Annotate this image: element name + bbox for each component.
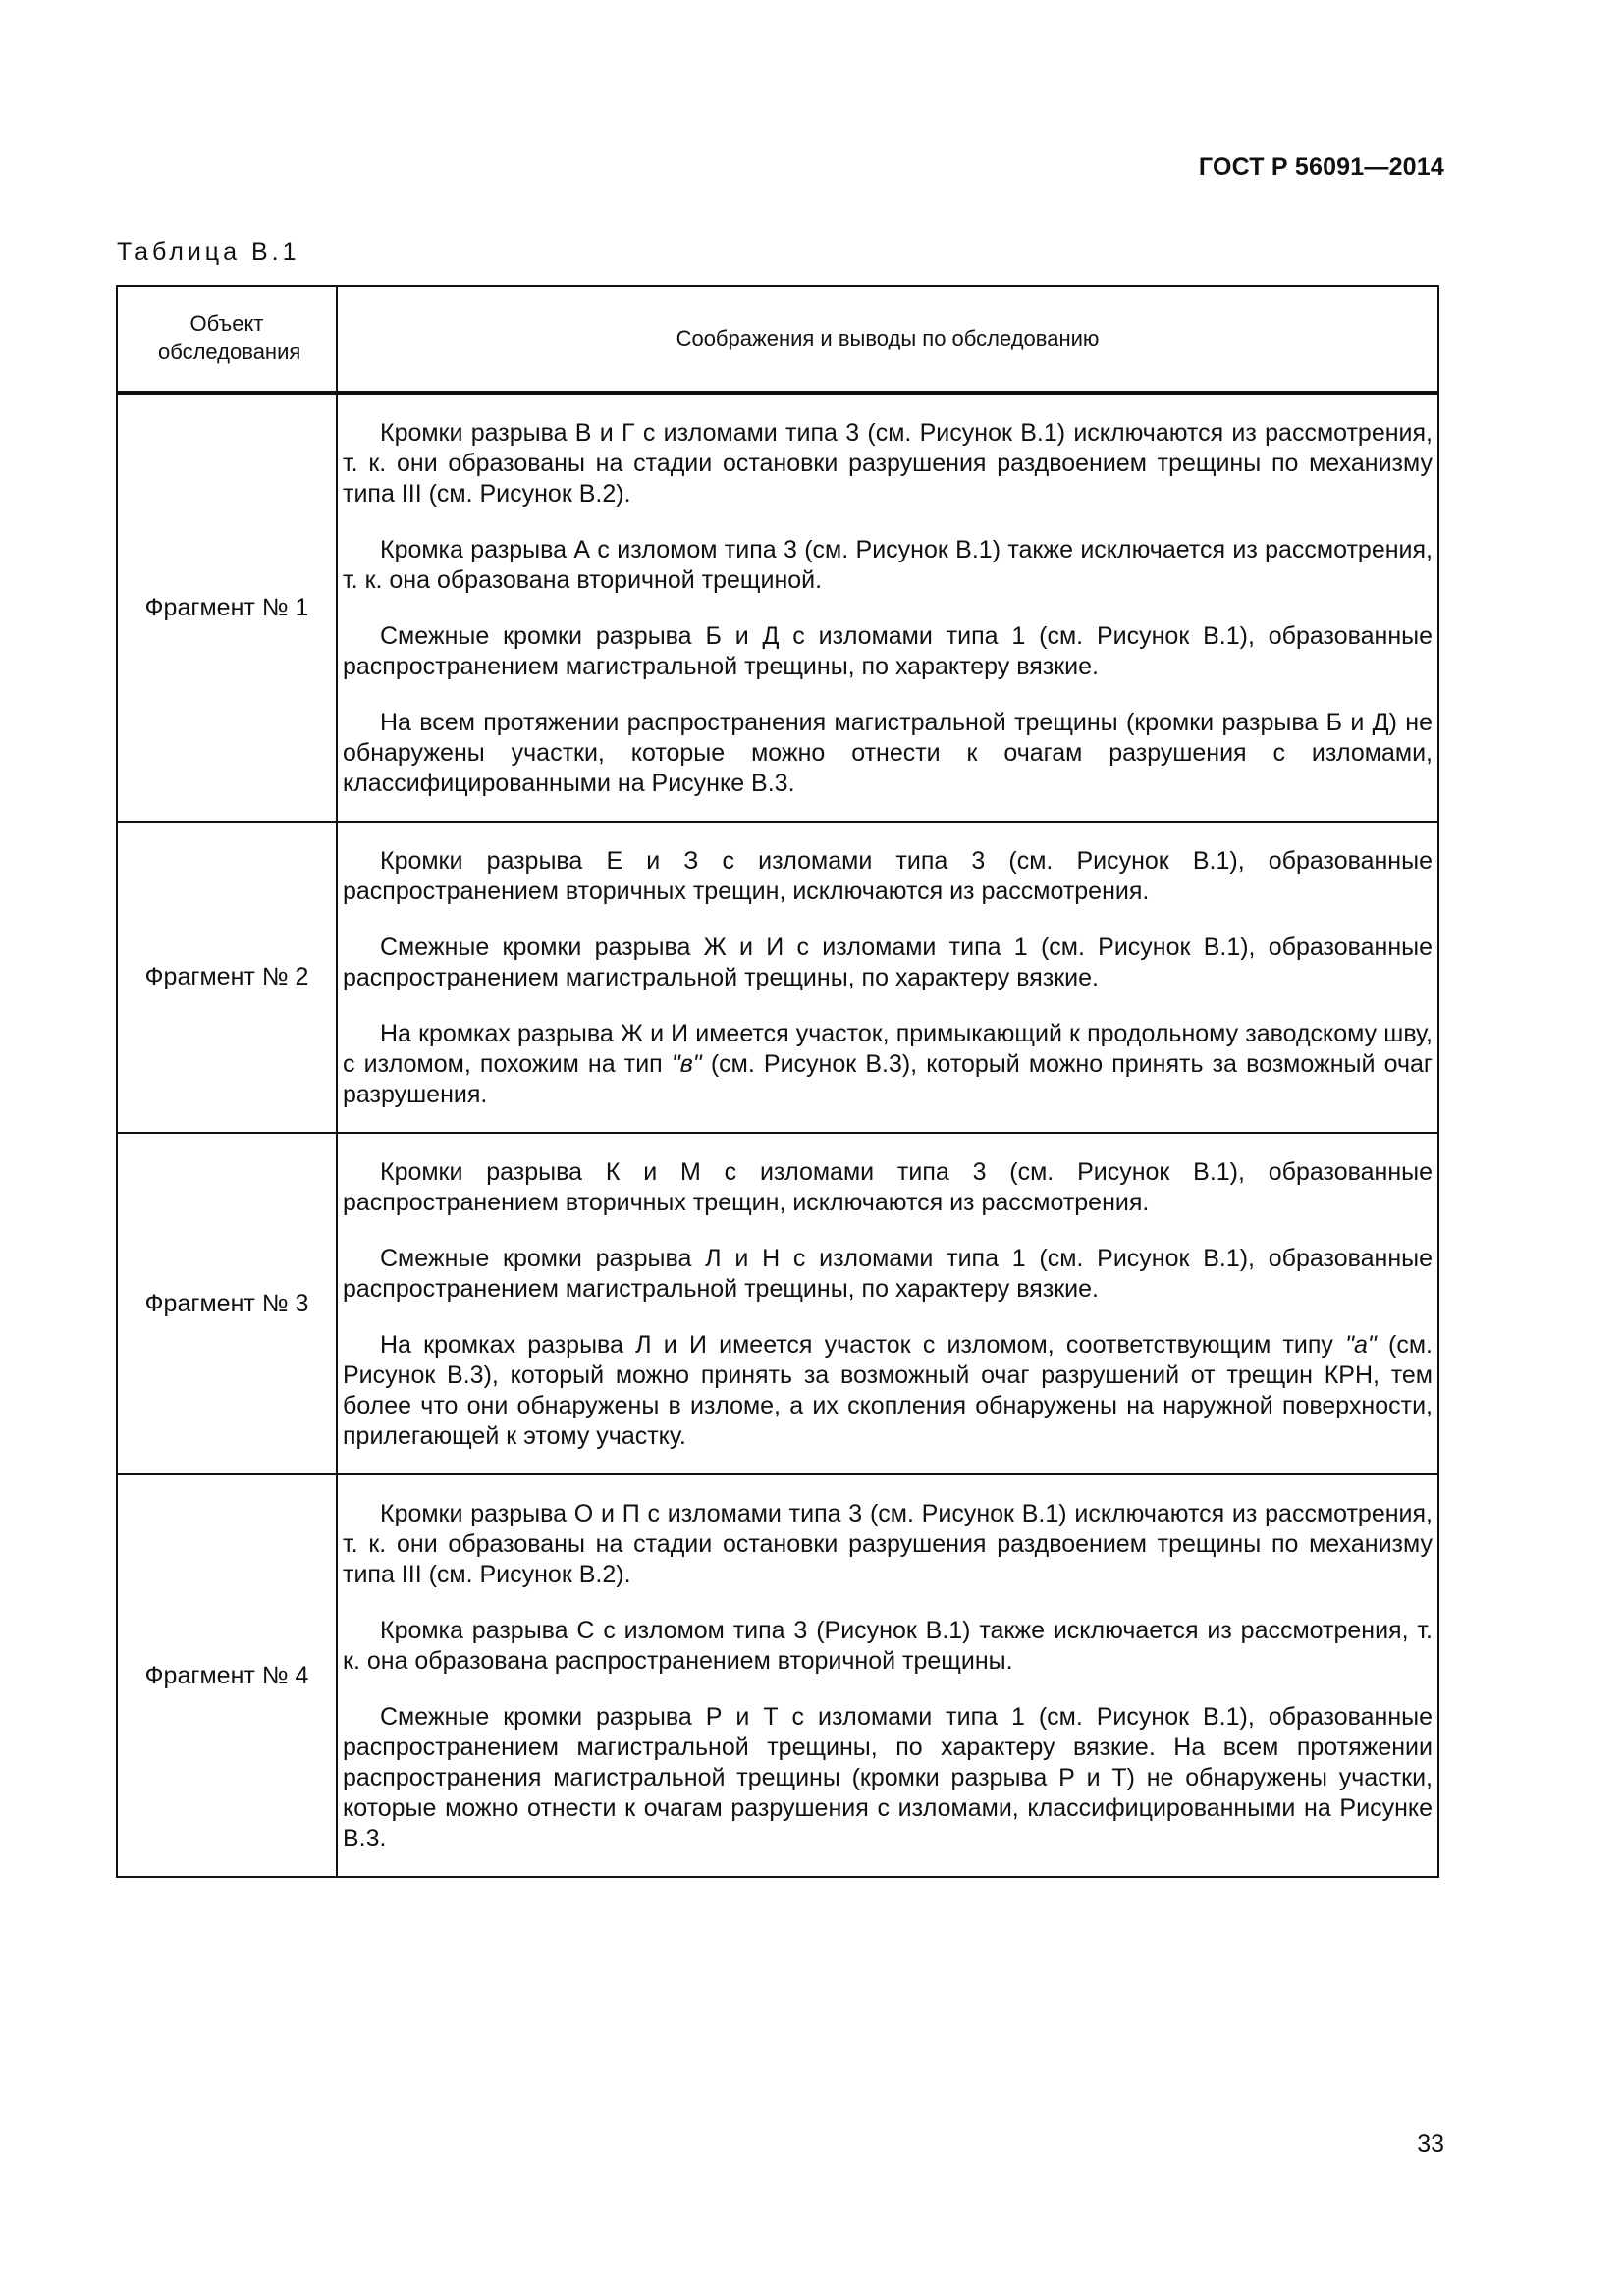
table-caption: Таблица В.1 xyxy=(117,239,300,266)
column-header-object-text: Объект обследования xyxy=(158,311,301,364)
column-header-conclusions: Соображения и выводы по обследованию xyxy=(337,286,1438,393)
paragraph: Смежные кромки разрыва Ж и И с изломами типа 1 (см. Рисунок В.1), образованные распространением магистральной трещины, по характеру вязкие. xyxy=(343,934,1433,991)
paragraph: На всем протяжении распространения магистральной трещины (кромки разрыва Б и Д) не обнаружены участки, которые можно отнести к очагам разрушения с изломами, классифицированными на Рисунке В.3. xyxy=(343,709,1433,797)
fracture-type-label: "в" xyxy=(671,1050,702,1078)
row-label: Фрагмент № 1 xyxy=(117,393,337,822)
paragraph-text: (см. Рисунок В.3), который можно принять за возможный очаг разрушения. xyxy=(343,1050,1433,1108)
paragraph: Кромки разрыва О и П с изломами типа 3 (см. Рисунок В.1) исключаются из рассмотрения, т. к. они образованы на стадии остановки разрушения раздвоением трещины по механизму типа III (см. Рисунок В.2). xyxy=(343,1500,1433,1588)
row-label: Фрагмент № 4 xyxy=(117,1474,337,1877)
table-header-row xyxy=(117,286,1438,393)
row-label: Фрагмент № 3 xyxy=(117,1133,337,1474)
paragraph: Кромки разрыва К и М с изломами типа 3 (см. Рисунок В.1), образованные распространением вторичных трещин, исключаются из рассмотрения. xyxy=(343,1158,1433,1216)
table-row xyxy=(117,393,1438,822)
page-number: 33 xyxy=(1417,2130,1444,2158)
fracture-type-label: "а" xyxy=(1345,1331,1377,1359)
paragraph: Смежные кромки разрыва Р и Т с изломами типа 1 (см. Рисунок В.1), образованные распространением магистральной трещины, по характеру вязкие. На всем протяжении распространения магистральной трещины (кромки разрыва Р и Т) не обнаружены участки, которые можно отнести к очагам разрушения с изломами, классифицированными на Рисунке В.3. xyxy=(343,1703,1433,1852)
paragraph xyxy=(343,1019,1433,1110)
row-conclusions xyxy=(337,822,1438,1133)
row-conclusions xyxy=(337,1133,1438,1474)
column-header-object xyxy=(117,286,337,393)
paragraph-text: На кромках разрыва Л и И имеется участок с изломом, соответствующим типу xyxy=(380,1331,1333,1359)
table-row xyxy=(117,1474,1438,1877)
row-label: Фрагмент № 2 xyxy=(117,822,337,1133)
inspection-table xyxy=(116,285,1439,1878)
paragraph: Смежные кромки разрыва Б и Д с изломами типа 1 (см. Рисунок В.1), образованные распространением магистральной трещины, по характеру вязкие. xyxy=(343,622,1433,680)
paragraph: Кромки разрыва В и Г с изломами типа 3 (см. Рисунок В.1) исключаются из рассмотрения, т. к. они образованы на стадии остановки разрушения раздвоением трещины по механизму типа III (см. Рисунок В.2). xyxy=(343,419,1433,507)
row-conclusions xyxy=(337,393,1438,822)
document-standard-header: ГОСТ Р 56091—2014 xyxy=(1198,153,1444,181)
row-conclusions xyxy=(337,1474,1438,1877)
paragraph: Кромка разрыва А с изломом типа 3 (см. Рисунок В.1) также исключается из рассмотрения, т. к. она образована вторичной трещиной. xyxy=(343,536,1433,594)
paragraph xyxy=(343,1330,1433,1452)
paragraph-text: На кромках разрыва Ж и И имеется участок, примыкающий к продольному заводскому шву, с изломом, похожим на тип xyxy=(343,1020,1433,1078)
paragraph: Кромка разрыва С с изломом типа 3 (Рисунок В.1) также исключается из рассмотрения, т. к. она образована распространением вторичной трещины. xyxy=(343,1617,1433,1675)
paragraph: Смежные кромки разрыва Л и Н с изломами типа 1 (см. Рисунок В.1), образованные распространением магистральной трещины, по характеру вязкие. xyxy=(343,1245,1433,1303)
paragraph: Кромки разрыва Е и З с изломами типа 3 (см. Рисунок В.1), образованные распространением вторичных трещин, исключаются из рассмотрения. xyxy=(343,847,1433,905)
paragraph-text: (см. Рисунок В.3), который можно принять за возможный очаг разрушений от трещин КРН, тем более что они обнаружены в изломе, а их скопления обнаружены на наружной поверхности, прилегающей к этому участку. xyxy=(343,1331,1433,1450)
table-row xyxy=(117,822,1438,1133)
table-row xyxy=(117,1133,1438,1474)
